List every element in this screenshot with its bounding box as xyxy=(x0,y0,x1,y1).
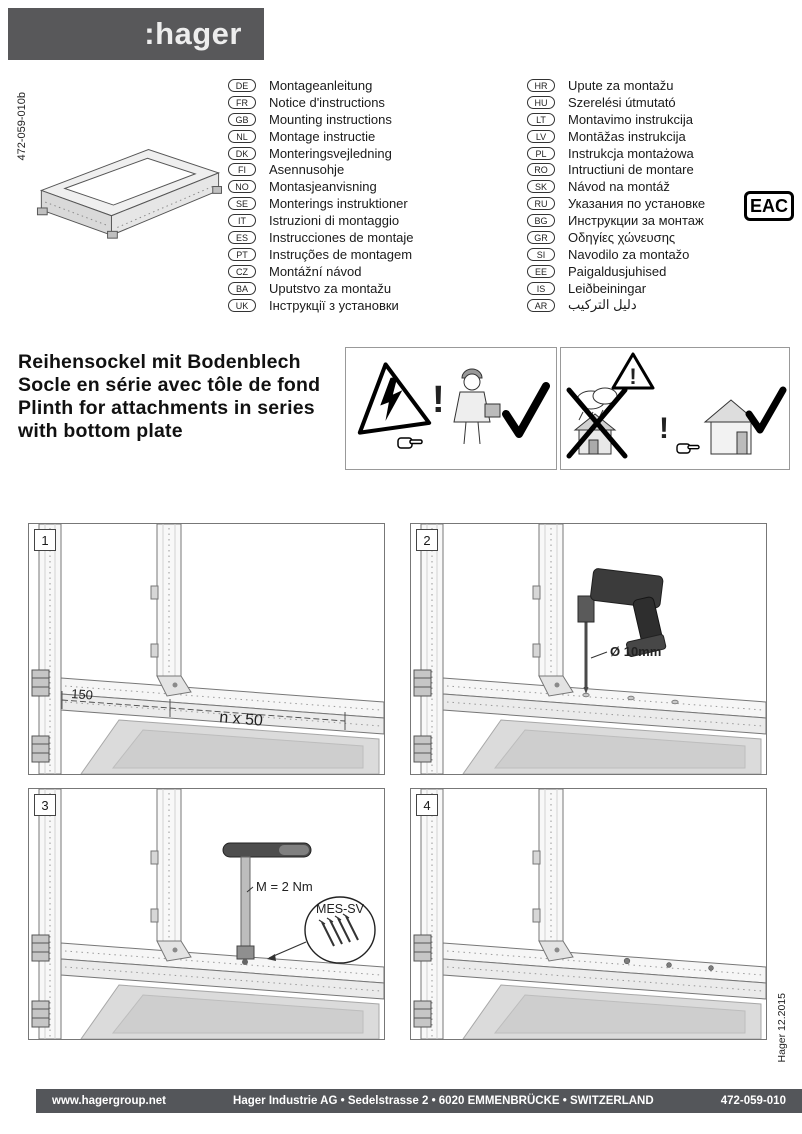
language-row xyxy=(527,246,705,263)
language-row xyxy=(527,229,705,246)
language-label: Istruzioni di montaggio xyxy=(269,213,400,229)
language-code-badge: PT xyxy=(228,248,256,261)
language-code-badge: SE xyxy=(228,197,256,210)
step-number: 2 xyxy=(416,529,438,551)
language-label: Montasjeanvisning xyxy=(269,179,377,195)
language-row xyxy=(527,178,705,195)
step-number: 4 xyxy=(416,794,438,816)
language-code-badge: EE xyxy=(527,265,555,278)
language-code-badge: BG xyxy=(527,214,555,227)
language-code-badge: NL xyxy=(228,130,256,143)
worker-figure-icon xyxy=(454,369,500,444)
language-row xyxy=(228,263,414,280)
language-code-badge: ES xyxy=(228,231,256,244)
step-panel-4 xyxy=(410,788,767,1040)
safety-pictogram-indoor-use-only xyxy=(560,347,790,470)
language-label: Monteringsvejledning xyxy=(269,145,392,161)
language-row xyxy=(228,178,414,195)
language-label: Instruções de montagem xyxy=(269,246,413,262)
language-label: Navodilo za montažo xyxy=(568,246,690,262)
language-code-badge: SK xyxy=(527,180,555,193)
language-row xyxy=(228,77,414,94)
language-row xyxy=(527,145,705,162)
language-label: Instrucciones de montaje xyxy=(269,229,414,245)
step-4-drawing xyxy=(411,789,766,1039)
title-line-de: Reihensockel mit Bodenblech xyxy=(18,351,301,373)
mes-sv-label: MES-SV xyxy=(316,902,364,916)
step-1-drawing xyxy=(29,524,384,774)
language-row xyxy=(228,280,414,297)
language-code-badge: GR xyxy=(527,231,555,244)
footer-company-line: Hager Industrie AG • Sedelstrasse 2 • 6020 EMMENBRÜCKE • SWITZERLAND xyxy=(233,1095,654,1107)
language-label: Указания по установке xyxy=(568,196,706,212)
language-code-badge: RU xyxy=(527,197,555,210)
language-row xyxy=(228,94,414,111)
plinth-product-drawing xyxy=(30,132,228,244)
title-line-en-2: with bottom plate xyxy=(18,420,183,442)
dimension-150-label: 150 xyxy=(70,686,94,703)
language-list-right xyxy=(527,77,705,313)
language-label: Monterings instruktioner xyxy=(269,196,408,212)
language-code-badge: BA xyxy=(228,282,256,295)
language-row xyxy=(527,77,705,94)
step-number: 1 xyxy=(34,529,56,551)
footer-website: www.hagergroup.net xyxy=(52,1095,166,1107)
step-panel-1 xyxy=(28,523,385,775)
warning-triangle-icon xyxy=(613,354,653,389)
language-label: Instrukcja montażowa xyxy=(568,145,694,161)
language-code-badge: DK xyxy=(228,147,256,160)
language-label: Paigaldusjuhised xyxy=(568,263,667,279)
checkmark-icon xyxy=(749,390,783,430)
exclamation-icon: ! xyxy=(432,379,445,421)
checkmark-icon xyxy=(506,386,546,434)
svg-text:!: ! xyxy=(629,364,637,389)
safety-pictogram-electric-hazard xyxy=(345,347,557,470)
edition-vertical: Hager 12.2015 xyxy=(776,993,788,1063)
language-label: Intructiuni de montare xyxy=(568,162,694,178)
language-list-left xyxy=(228,77,414,313)
language-row xyxy=(527,195,705,212)
language-code-badge: SI xyxy=(527,248,555,261)
language-label: Инструкции за монтаж xyxy=(568,213,704,229)
language-code-badge: LT xyxy=(527,113,555,126)
language-label: Montage instructie xyxy=(269,128,376,144)
language-code-badge: LV xyxy=(527,130,555,143)
language-row xyxy=(527,161,705,178)
language-row xyxy=(527,94,705,111)
language-label: Інструкції з установки xyxy=(269,297,399,313)
step-panel-3 xyxy=(28,788,385,1040)
language-code-badge: FR xyxy=(228,96,256,109)
language-label: Leiðbeiningar xyxy=(568,280,647,296)
language-row xyxy=(527,263,705,280)
language-row xyxy=(527,128,705,145)
language-row xyxy=(527,111,705,128)
language-code-badge: IS xyxy=(527,282,555,295)
language-label: Montāžas instrukcija xyxy=(568,128,686,144)
dimension-nx50-label: n x 50 xyxy=(218,709,264,730)
language-code-badge: PL xyxy=(527,147,555,160)
language-label: Montageanleitung xyxy=(269,77,373,93)
language-code-badge: GB xyxy=(228,113,256,126)
language-code-badge: RO xyxy=(527,163,555,176)
step-number: 3 xyxy=(34,794,56,816)
pointing-hand-icon xyxy=(677,444,699,453)
hager-logo xyxy=(8,8,264,60)
language-code-badge: HU xyxy=(527,96,555,109)
language-label: Montážní návod xyxy=(269,263,362,279)
hager-logo-text: :hager xyxy=(144,16,242,51)
language-label: Upute za montažu xyxy=(568,77,674,93)
language-label: دليل التركيب xyxy=(568,297,637,313)
language-label: Uputstvo za montažu xyxy=(269,280,392,296)
language-label: Szerelési útmutató xyxy=(568,94,676,110)
footer-bar xyxy=(36,1089,802,1113)
footer-doc-number: 472-059-010 xyxy=(720,1095,786,1107)
mes-sv-callout xyxy=(267,897,375,963)
step-2-drawing xyxy=(411,524,766,774)
language-label: Montavimo instrukcija xyxy=(568,111,693,127)
language-row xyxy=(228,111,414,128)
language-label: Οδηγίες χώνευσης xyxy=(568,229,676,245)
language-code-badge: HR xyxy=(527,79,555,92)
language-row xyxy=(228,297,414,314)
language-code-badge: AR xyxy=(527,299,555,312)
pointing-hand-icon xyxy=(398,438,422,448)
language-row xyxy=(228,229,414,246)
torque-wrench-icon xyxy=(223,843,311,965)
part-number-vertical: 472-059-010b xyxy=(16,92,28,161)
language-label: Asennusohje xyxy=(269,162,345,178)
language-row xyxy=(228,212,414,229)
language-row xyxy=(228,246,414,263)
language-row xyxy=(228,145,414,162)
language-row xyxy=(527,280,705,297)
language-code-badge: CZ xyxy=(228,265,256,278)
language-code-badge: IT xyxy=(228,214,256,227)
language-row xyxy=(228,161,414,178)
title-line-fr: Socle en série avec tôle de fond xyxy=(18,374,321,396)
title-line-en-1: Plinth for attachments in series xyxy=(18,397,315,419)
drill-diameter-label: Ø 10mm xyxy=(610,644,662,659)
language-label: Mounting instructions xyxy=(269,111,392,127)
exclamation-icon: ! xyxy=(659,412,669,445)
language-code-badge: UK xyxy=(228,299,256,312)
language-row xyxy=(527,212,705,229)
torque-label: M = 2 Nm xyxy=(256,879,313,894)
language-label: Návod na montáž xyxy=(568,179,670,195)
document-title xyxy=(18,351,320,443)
language-row xyxy=(228,128,414,145)
language-code-badge: NO xyxy=(228,180,256,193)
eac-certification-badge: EAC xyxy=(744,191,794,221)
language-row xyxy=(228,195,414,212)
language-row xyxy=(527,297,705,314)
language-label: Notice d'instructions xyxy=(269,94,385,110)
language-code-badge: DE xyxy=(228,79,256,92)
language-code-badge: FI xyxy=(228,163,256,176)
drill-icon xyxy=(578,568,666,694)
house-indoor-icon xyxy=(705,400,757,454)
electric-warning-triangle-icon xyxy=(351,360,429,433)
step-3-drawing xyxy=(29,789,384,1039)
step-panel-2 xyxy=(410,523,767,775)
